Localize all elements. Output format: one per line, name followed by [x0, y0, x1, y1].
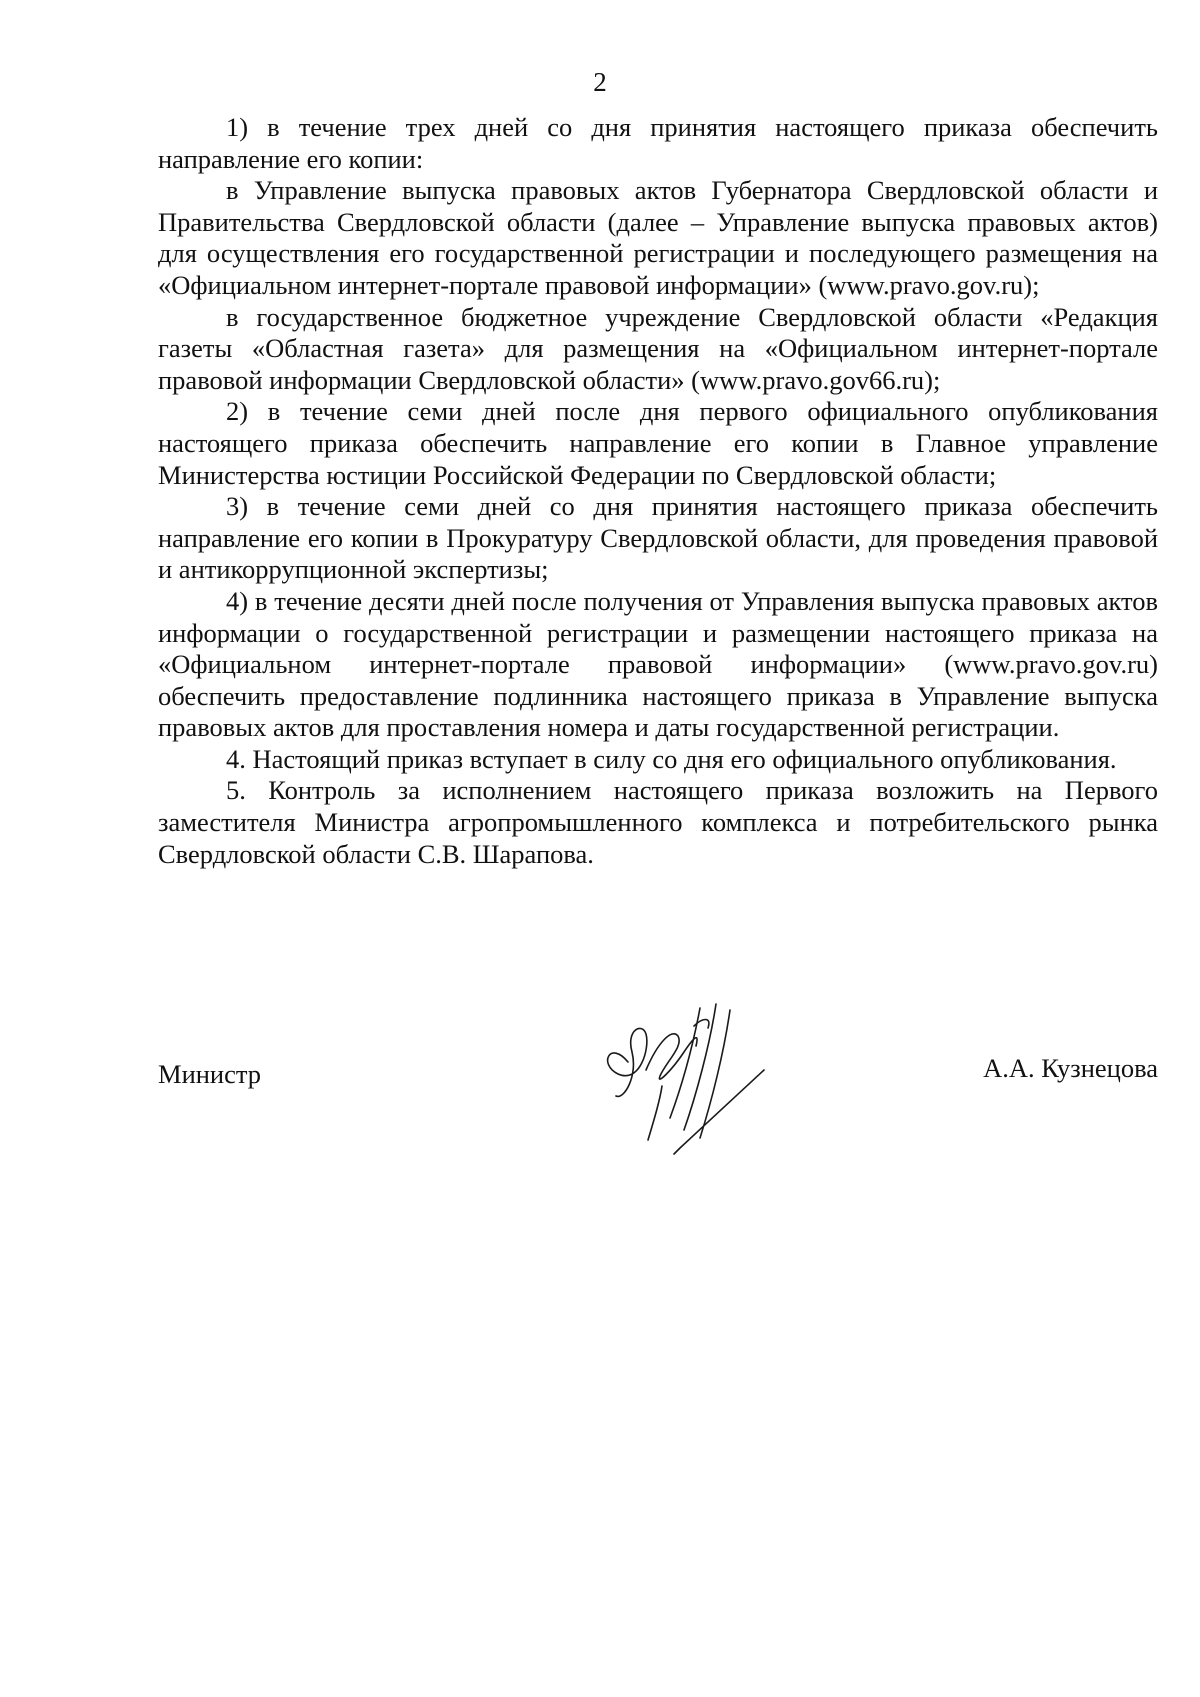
- paragraph-6: 4) в течение десяти дней после получения от Управления выпуска правовых актов информации о государственной регистрации и размещении настоящего приказа на «Официальном интернет-портале правовой информации» (www.pravo.gov.ru) обеспечить предоставление подлинника настоящего приказа в Управление выпуска правовых актов для проставления номера и даты государственной регистрации.: [158, 585, 1158, 743]
- page-number: 2: [593, 67, 607, 97]
- paragraph-3: в государственное бюджетное учреждение Свердловской области «Редакция газеты «Областная газета» для размещения на «Официальном интернет-портале правовой информации Свердловской области» (www.pravo.gov66.ru);: [158, 301, 1158, 395]
- paragraph-7: 4. Настоящий приказ вступает в силу со дня его официального опубликования.: [226, 743, 1117, 774]
- paragraph-1: 1) в течение трех дней со дня принятия настоящего приказа обеспечить направление его копии:: [158, 112, 1158, 174]
- paragraph-8: 5. Контроль за исполнением настоящего приказа возложить на Первого заместителя Министра агропромышленного комплекса и потребительского рынка Свердловской области С.В. Шарапова.: [158, 775, 1158, 869]
- paragraph-4: 2) в течение семи дней после дня первого официального опубликования настоящего приказа обеспечить направление его копии в Главное управление Министерства юстиции Российской Федерации по Свердловской области;: [158, 396, 1158, 490]
- signer-title: Министр: [158, 1059, 262, 1089]
- signer-name: А.А. Кузнецова: [983, 1053, 1158, 1083]
- document-body: [158, 112, 1158, 870]
- signature-block: [158, 1000, 1158, 1160]
- paragraph-2: в Управление выпуска правовых актов Губернатора Свердловской области и Правительства Свердловской области (далее – Управление выпуска правовых актов) для осуществления его государственной регистрации и последующего размещения на «Официальном интернет-портале правовой информации» (www.pravo.gov.ru);: [158, 175, 1158, 300]
- paragraph-5: 3) в течение семи дней со дня принятия настоящего приказа обеспечить направление его копии в Прокуратуру Свердловской области, для проведения правовой и антикоррупционной экспертизы;: [158, 491, 1158, 585]
- handwritten-signature: [588, 1000, 768, 1160]
